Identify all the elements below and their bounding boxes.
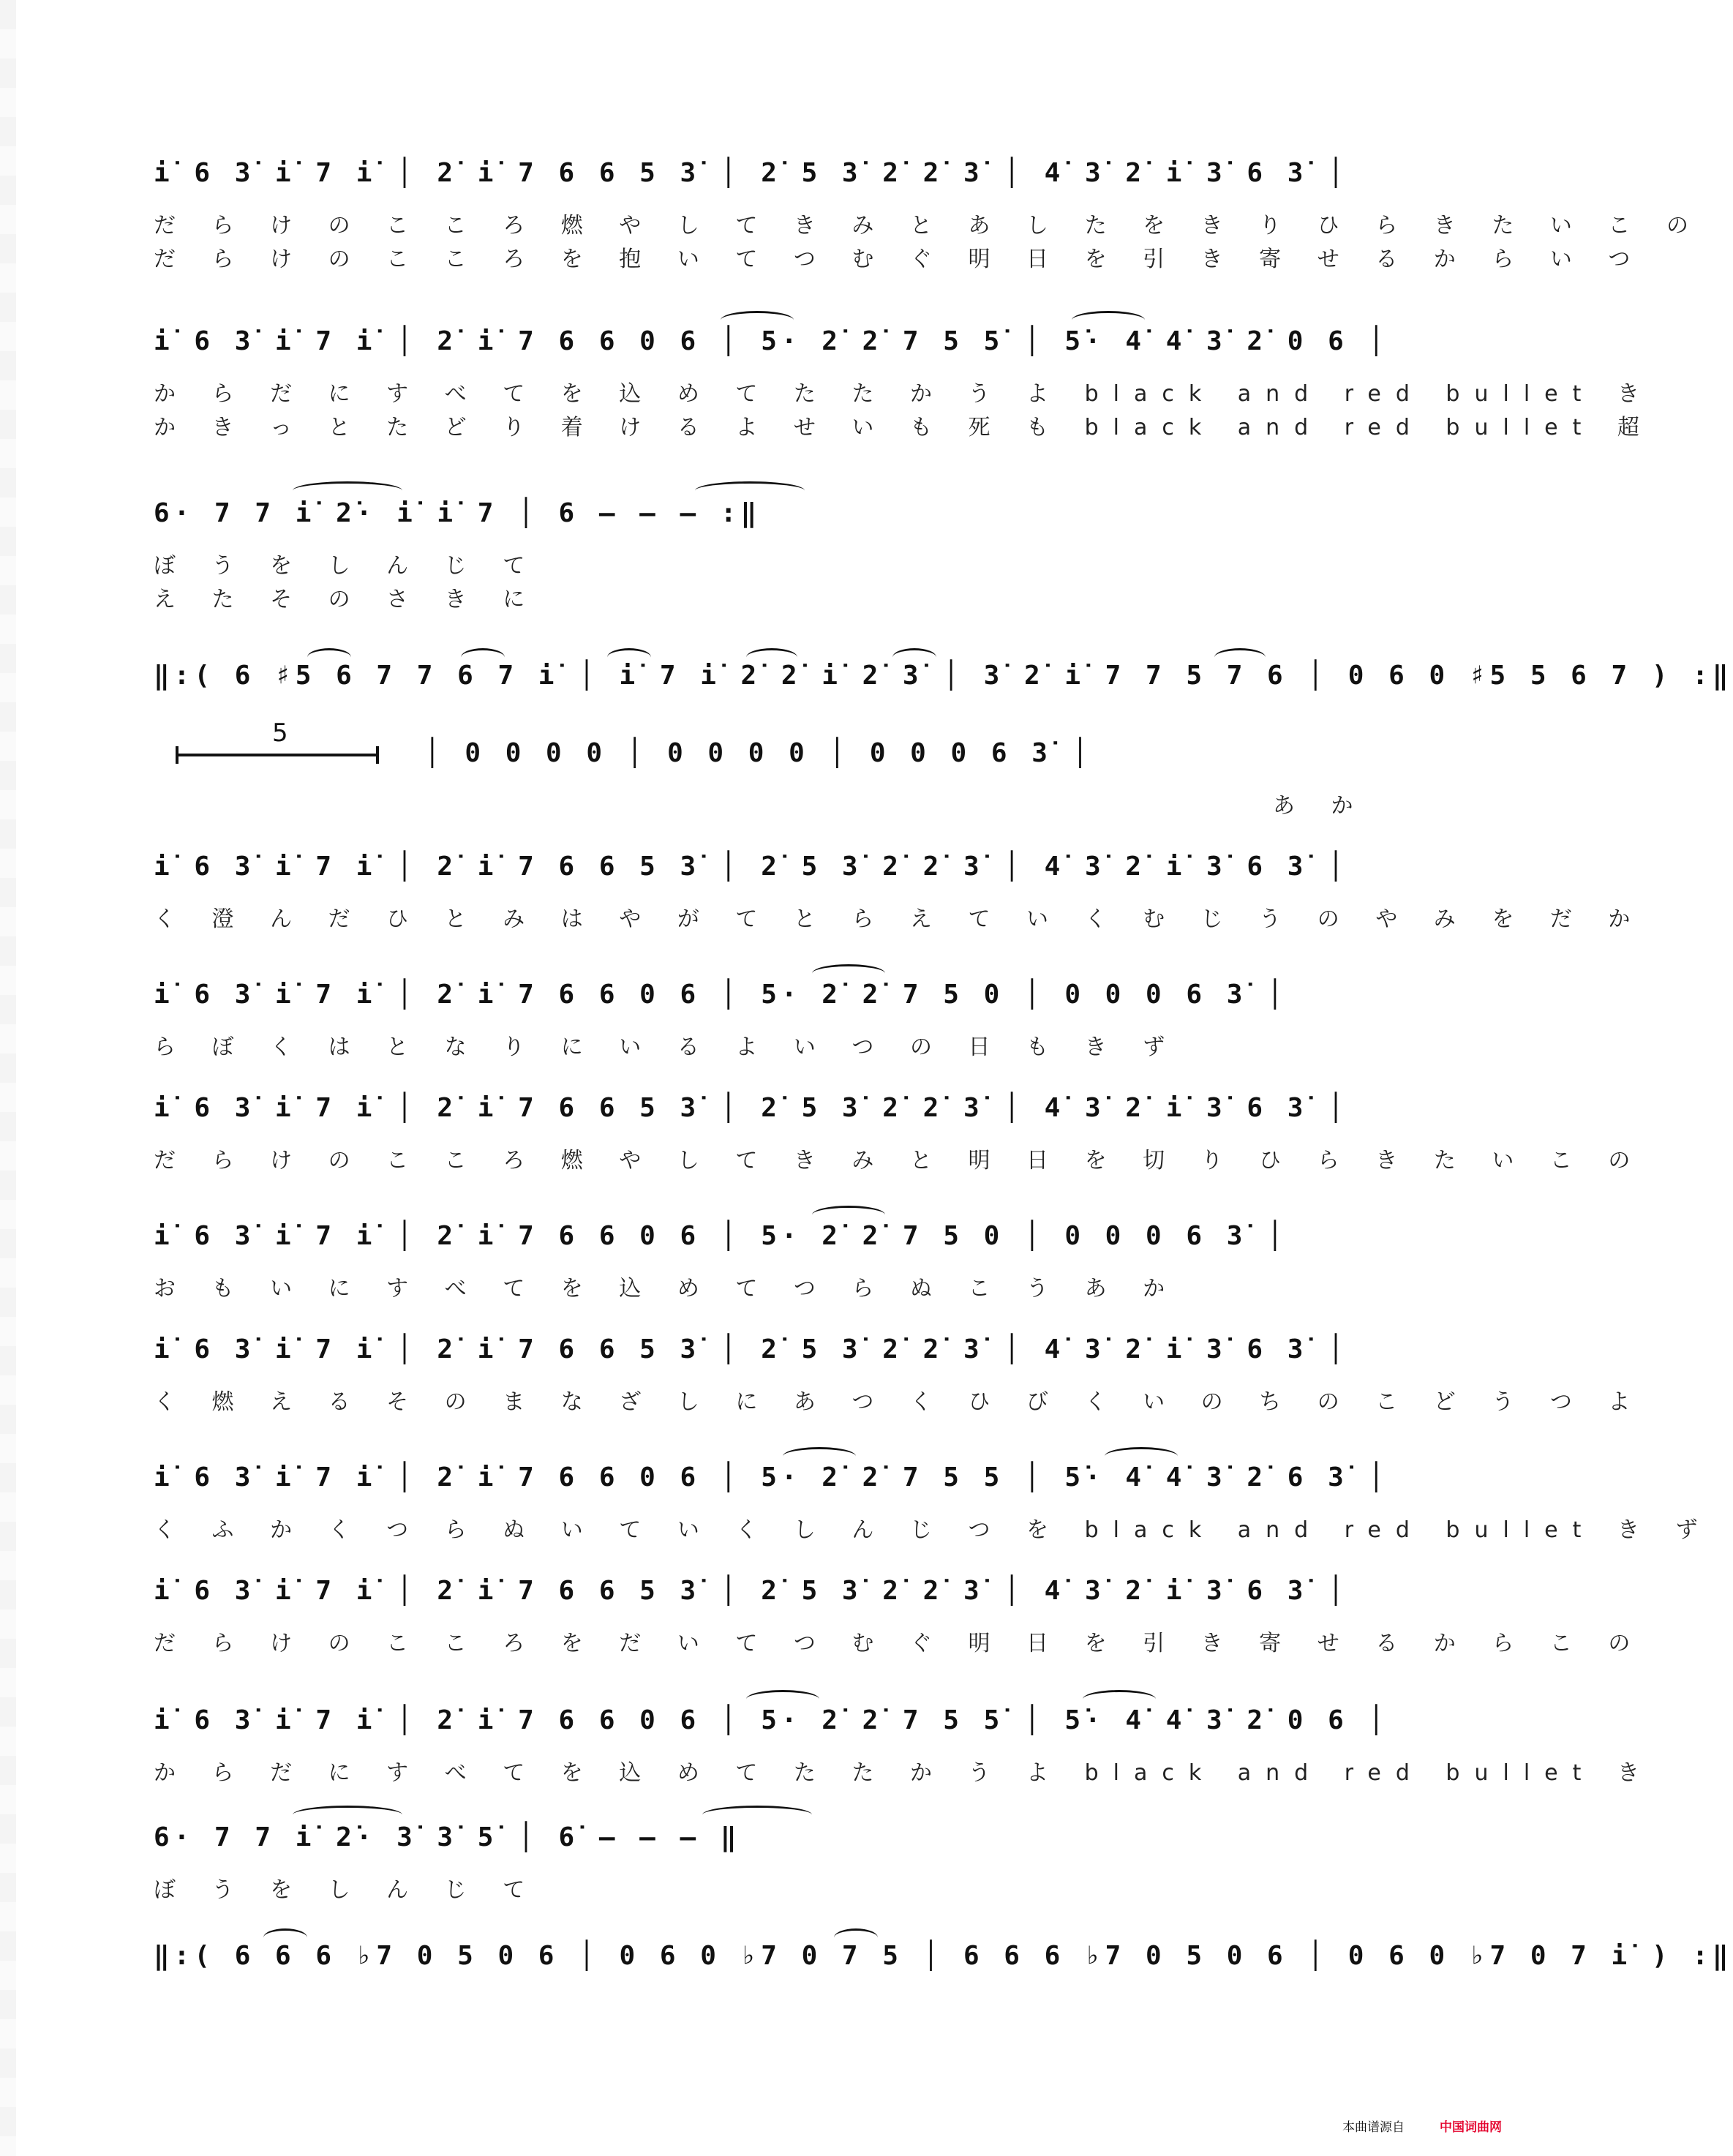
notation-row: i̇ 6 3̇ i̇ 7 i̇ │ 2̇ i̇ 7 6 6 5 3̇ │ 2̇ 5 3̇ 2̇ 2̇ 3̇ │ 4̇ 3̇ 2̇ i̇ 3̇ 6 3̇ │ [154,1334,1348,1364]
lyric-line-1: か ら だ に す べ て を 込 め て た た か う よ black and red bullet き [154,381,1654,407]
lyric-line-1: だ ら け の こ こ ろ 燃 や し て き み と 明 日 を 切 り ひ ら き た い こ の [154,1148,1645,1173]
page-edge-strip [0,0,16,2156]
tuplet-number: 5 [272,718,288,748]
site-name-link[interactable]: 中国词曲网 [1440,2120,1502,2134]
lyric-line-1: ぼ う を し ん じ て [154,1877,540,1903]
lyric-line-1: か ら だ に す べ て を 込 め て た た か う よ black and red bullet き [154,1760,1654,1786]
notation-row: i̇ 6 3̇ i̇ 7 i̇ │ 2̇ i̇ 7 6 6 5 3̇ │ 2̇ 5 3̇ 2̇ 2̇ 3̇ │ 4̇ 3̇ 2̇ i̇ 3̇ 6 3̇ │ [154,852,1348,882]
notation-row: i̇ 6 3̇ i̇ 7 i̇ │ 2̇ i̇ 7 6 6 0 6 │ 5· 2̇ 2̇ 7 5 5̇ │ 5̇· 4̇ 4̇ 3̇ 2̇ 0 6 │ [154,326,1389,356]
lyric-line-1: あ か [1273,793,1368,819]
lyric-line-1: ら ぼ く は と な り に い る よ い つ の 日 も き ず [154,1034,1180,1060]
notation-row: 6· 7 7 i̇ 2̇· 3̇ 3̇ 5̇ │ 6̇ – – – ‖ [154,1822,741,1852]
notation-row: i̇ 6 3̇ i̇ 7 i̇ │ 2̇ i̇ 7 6 6 0 6 │ 5· 2̇ 2̇ 7 5 0 │ 0 0 0 6 3̇ │ [154,1221,1287,1251]
lyric-line-1: だ ら け の こ こ ろ 燃 や し て き み と あ し た を き り ひ ら き た い こ の [154,213,1703,238]
notation-row: i̇ 6 3̇ i̇ 7 i̇ │ 2̇ i̇ 7 6 6 5 3̇ │ 2̇ 5 3̇ 2̇ 2̇ 3̇ │ 4̇ 3̇ 2̇ i̇ 3̇ 6 3̇ │ [154,1093,1348,1123]
lyric-line-1: お も い に す べ て を 込 め て つ ら ぬ こ う あ か [154,1276,1180,1302]
notation-row: i̇ 6 3̇ i̇ 7 i̇ │ 2̇ i̇ 7 6 6 5 3̇ │ 2̇ 5 3̇ 2̇ 2̇ 3̇ │ 4̇ 3̇ 2̇ i̇ 3̇ 6 3̇ │ [154,1576,1348,1606]
notation-row: i̇ 6 3̇ i̇ 7 i̇ │ 2̇ i̇ 7 6 6 0 6 │ 5· 2̇ 2̇ 7 5 5̇ │ 5̇· 4̇ 4̇ 3̇ 2̇ 0 6 │ [154,1705,1389,1735]
notation-row: i̇ 6 3̇ i̇ 7 i̇ │ 2̇ i̇ 7 6 6 5 3̇ │ 2̇ 5 3̇ 2̇ 2̇ 3̇ │ 4̇ 3̇ 2̇ i̇ 3̇ 6 3̇ │ [154,158,1348,188]
tuplet-bracket [176,754,379,756]
source-note: 本曲谱源自 [1342,2120,1405,2134]
notation-row: i̇ 6 3̇ i̇ 7 i̇ │ 2̇ i̇ 7 6 6 0 6 │ 5· 2̇ 2̇ 7 5 5 │ 5̇· 4̇ 4̇ 3̇ 2̇ 6 3̇ │ [154,1462,1389,1492]
lyric-line-2: だ ら け の こ こ ろ を 抱 い て つ む ぐ 明 日 を 引 き 寄 せ る か ら い つ [154,247,1645,272]
lyric-line-1: く 燃 え る そ の ま な ざ し に あ つ く ひ び く い の ち の こ ど う つ よ [154,1389,1645,1415]
notation-row: ‖:( 6 6 6 ♭7 0 5 0 6 │ 0 6 0 ♭7 0 7 5 │ 6 6 6 ♭7 0 5 0 6 │ 0 6 0 ♭7 0 7 i̇ ) :‖ [154,1941,1733,1971]
notation-row: ‖:( 6 ♯5 6 7 7 6 7 i̇ │ i̇ 7 i̇ 2̇ 2̇ i̇ 2̇ 3̇ │ 3̇ 2̇ i̇ 7 7 5 7 6 │ 0 6 0 ♯5 5 6 7 ) :‖ [154,661,1733,691]
lyric-line-2: か き っ と た ど り 着 け る よ せ い も 死 も black and red bullet 超 [154,415,1654,440]
lyric-line-1: だ ら け の こ こ ろ を だ い て つ む ぐ 明 日 を 引 き 寄 せ る か ら こ の [154,1631,1645,1656]
notation-row: i̇ 6 3̇ i̇ 7 i̇ │ 2̇ i̇ 7 6 6 0 6 │ 5· 2̇ 2̇ 7 5 0 │ 0 0 0 6 3̇ │ [154,980,1287,1010]
notation-row: 6· 7 7 i̇ 2̇· i̇ i̇ 7 │ 6 – – – :‖ [154,498,762,528]
lyric-line-1: く 澄 ん だ ひ と み は や が て と ら え て い く む じ う の や み を だ か [154,906,1645,932]
notation-row: │ 0 0 0 0 │ 0 0 0 0 │ 0 0 0 6 3̇ │ [424,738,1093,768]
lyric-line-1: ぼ う を し ん じ て [154,553,540,579]
lyric-line-1: く ふ か く つ ら ぬ い て い く し ん じ つ を black and red bullet き ず [154,1517,1713,1543]
lyric-line-2: え た そ の さ き に [154,587,540,612]
